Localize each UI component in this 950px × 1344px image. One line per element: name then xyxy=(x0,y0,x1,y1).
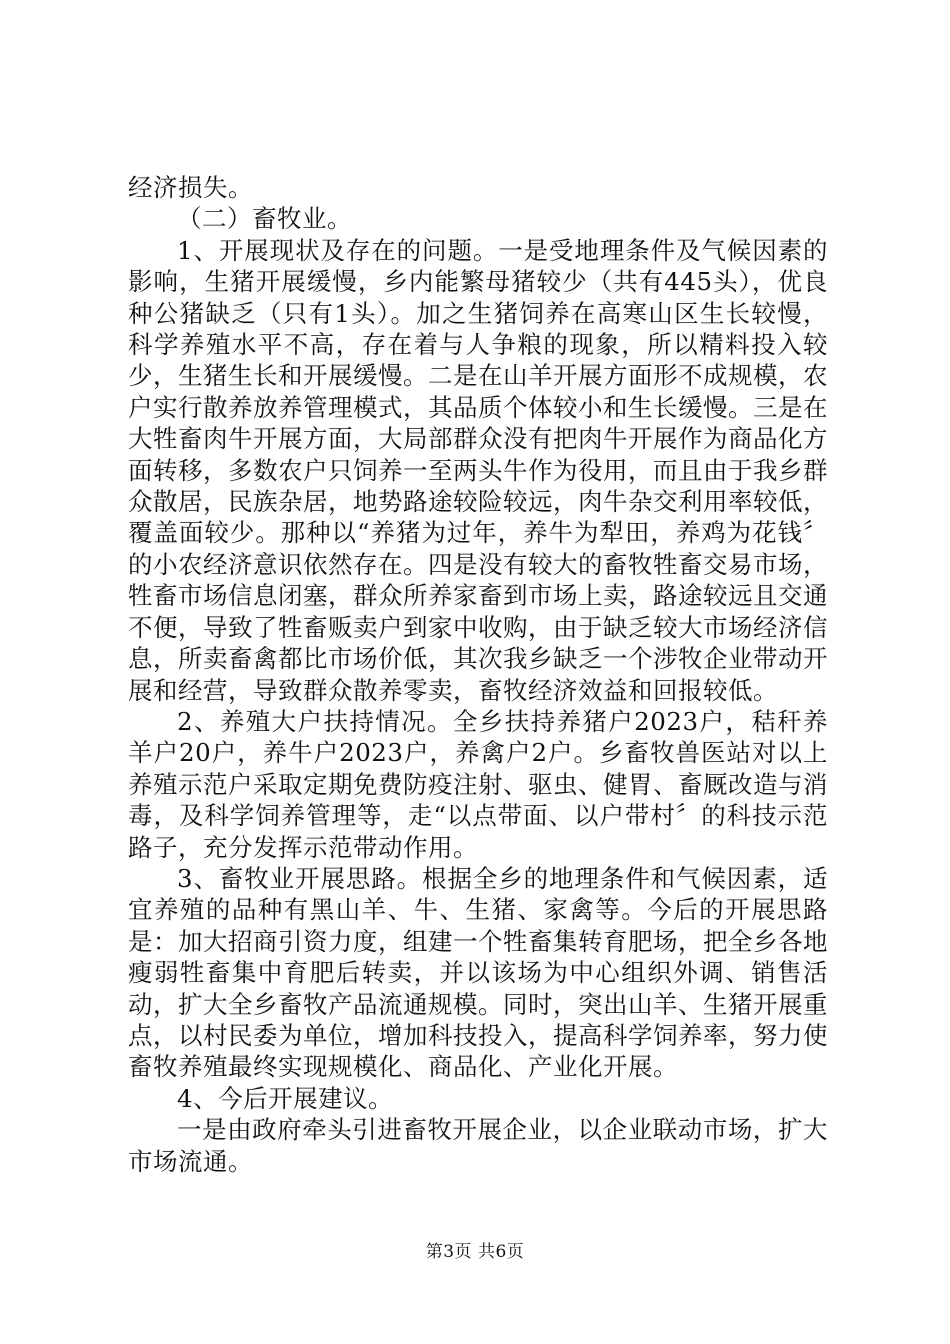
paragraph-suggestion-one: 一是由政府牵头引进畜牧开展企业，以企业联动市场，扩大市场流通。 xyxy=(128,1115,828,1176)
section-heading-livestock: （二）畜牧业。 xyxy=(177,204,352,234)
paragraph-development-ideas: 3、畜牧业开展思路。根据全乡的地理条件和气候因素，适宜养殖的品种有黑山羊、牛、生猪、家禽等。今后的开展思路是：加大招商引资力度，组建一个牲畜集转育肥场，把全乡各地瘦弱牲畜集中育肥后转卖，并以该场为中心组织外调、销售活动，扩大全乡畜牧产品流通规模。同时，突出山羊、生猪开展重点，以村民委为单位，增加科技投入，提高科学饲养率，努力使畜牧养殖最终实现规模化、商品化、产业化开展。 xyxy=(128,863,828,1082)
paragraph-continuation: 经济损失。 xyxy=(128,173,253,202)
paragraph-support-situation: 2、养殖大户扶持情况。全乡扶持养猪户2023户，秸秆养羊户20户，养牛户2023户，养禽户2户。乡畜牧兽医站对以上养殖示范户采取定期免费防疫注射、驱虫、健胃、畜厩改造与消毒，及科学饲养管理等，走“以点带面、以户带村〞的科技示范路子，充分发挥示范带动作用。 xyxy=(128,706,828,862)
paragraph-status-problems: 1、开展现状及存在的问题。一是受地理条件及气候因素的影响，生猪开展缓慢，乡内能繁母猪较少（共有445头），优良种公猪缺乏（只有1头）。加之生猪饲养在高寒山区生长较慢，科学养殖水平不高，存在着与人争粮的现象，所以精料投入较少，生猪生长和开展缓慢。二是在山羊开展方面形不成规模，农户实行散养放养管理模式，其品质个体较小和生长缓慢。三是在大牲畜肉牛开展方面，大局部群众没有把肉牛开展作为商品化方面转移，多数农户只饲养一至两头牛作为役用，而且由于我乡群众散居，民族杂居，地势路途较险较远，肉牛杂交利用率较低，覆盖面较少。那种以“养猪为过年，养牛为犁田，养鸡为花钱〞的小农经济意识依然存在。四是没有较大的畜牧牲畜交易市场，牲畜市场信息闭塞，群众所养家畜到市场上卖，路途较远且交通不便，导致了牲畜贩卖户到家中收购，由于缺乏较大市场经济信息，所卖畜禽都比市场价低，其次我乡缺乏一个涉牧企业带动开展和经营，导致群众散养零卖，畜牧经济效益和回报较低。 xyxy=(128,235,828,705)
page-number-footer: 第3页 共6页 xyxy=(425,1242,525,1262)
paragraph-suggestions-heading: 4、今后开展建议。 xyxy=(177,1083,394,1113)
document-body xyxy=(128,172,828,1177)
